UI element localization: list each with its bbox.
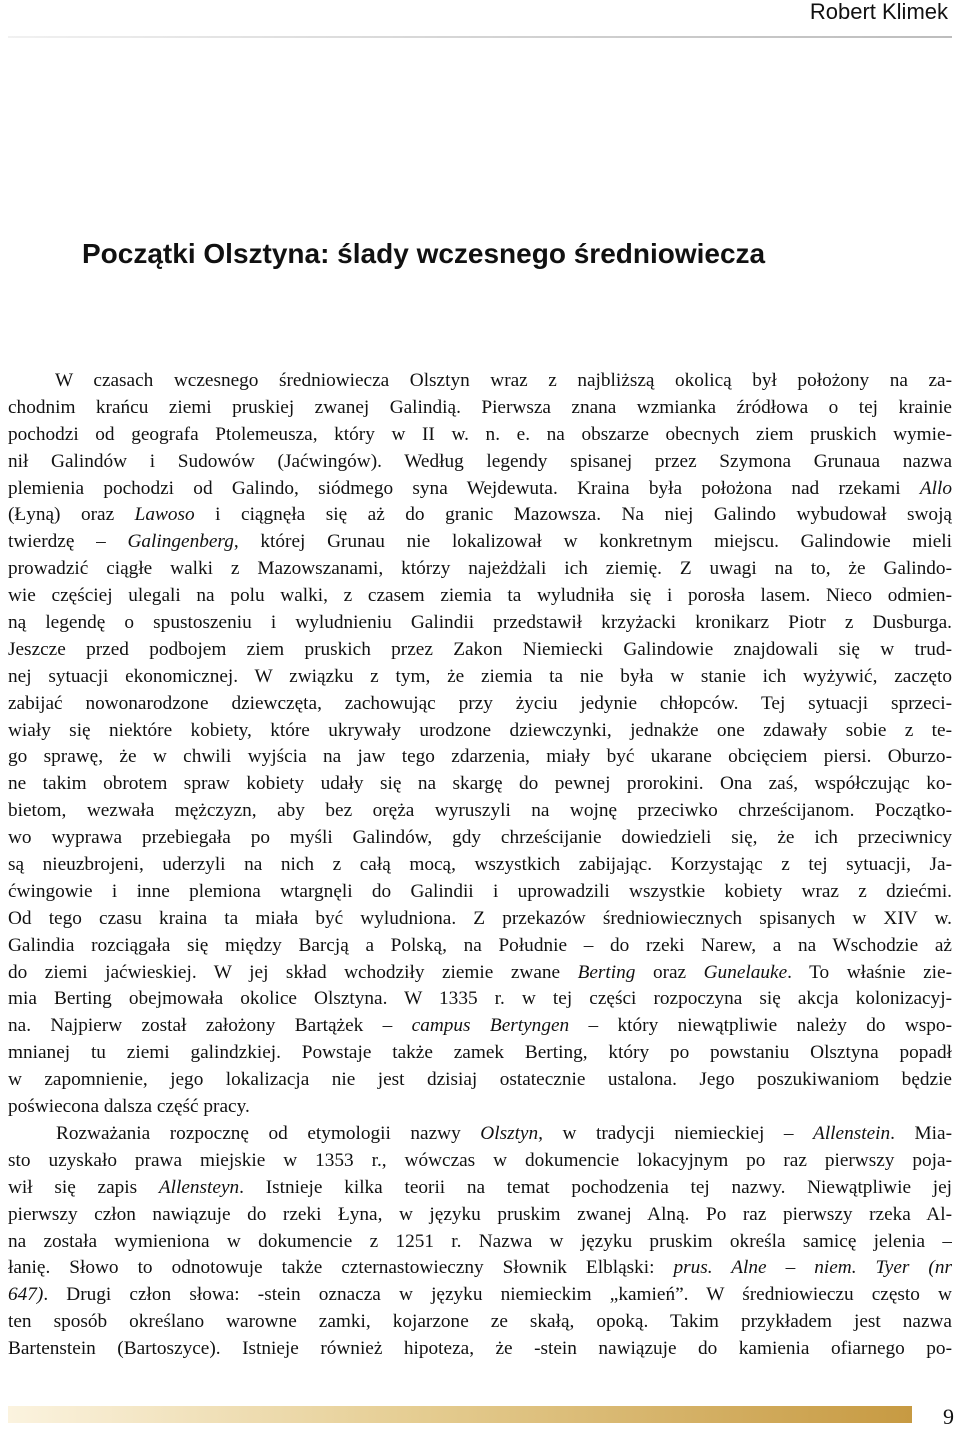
text-line: zabijać nowonarodzone dziewczęta, zachowując przy życiu jedynie chłopców. Tej sytuacji sprzeci-	[8, 692, 952, 714]
text-line: ną legendę o spustoszeniu i wyludnieniu Galindii przedstawił krzyżacki kronikarz Piotr z Dusburga.	[8, 612, 952, 634]
text-line: go sprawę, że w chwili wyjścia na jaw tego zdarzenia, miały być ukarane obcięciem piersi. Oburzo-	[8, 746, 952, 768]
text-line: bietom, wezwała mężczyzn, aby bez oręża wyruszyli na wojnę przeciwko chrześcijanom. Początko-	[8, 800, 952, 822]
text-line: Bartenstein (Bartoszyce). Istnieje również hipoteza, że -stein nawiązuje do kamienia ofiarnego po-	[8, 1338, 952, 1360]
text-line: twierdzę – Galingenberg, której Grunau nie lokalizował w konkretnym miejscu. Galindowie mieli	[8, 531, 952, 553]
footer-gradient-bar	[8, 1406, 912, 1423]
text-line: Rozważania rozpocznę od etymologii nazwy Olsztyn, w tradycji niemieckiej – Allenstein. Mia-	[56, 1122, 952, 1144]
text-line: nej sytuacji ekonomicznej. W związku z tym, że ziemia ta nie była w stanie ich wyżywić, zaczęto	[8, 665, 952, 687]
text-line: wie częściej ulegali na polu walki, z czasem ziemia ta wyludniła się i porosła lasem. Nieco odmien-	[8, 585, 952, 607]
text-line: Od tego czasu kraina ta miała być wyludniona. Z przekazów średniowiecznych spisanych w XIV w.	[8, 907, 952, 929]
text-line: wo wyprawa przebiegała po myśli Galindów, gdy chrześcijanie dowiedzieli się, że ich przeciwnicy	[8, 827, 952, 849]
text-line: pierwszy człon nawiązuje do rzeki Łyna, w języku pruskim zwanej Alną. Po raz pierwszy rzeka Al-	[8, 1203, 952, 1225]
text-line: ne takim obrotem spraw kobiety udały się na skargę do pewnej prorokini. Ona zaś, współczując ko-	[8, 773, 952, 795]
text-line: Galindia rozciągała się między Barcją a Polską, na Południe – do rzeki Narew, a na Wschodzie aż	[8, 934, 952, 956]
text-line: prowadzić ciągłe walki z Mazowszanami, którzy najeżdżali ich ziemię. Z uwagi na to, że Galindo-	[8, 558, 952, 580]
text-line: poświecona dalsza część pracy.	[8, 1096, 250, 1118]
text-line: do ziemi jaćwieskiej. W jej skład wchodziły ziemie zwane Berting oraz Gunelauke. To właśnie zie-	[8, 961, 952, 983]
text-line: pochodzi od geografa Ptolemeusza, który w II w. n. e. na obszarze obecnych ziem pruskich wymie-	[8, 423, 952, 445]
header-rule	[8, 36, 952, 38]
text-line: w zapomnienie, jego lokalizacja nie jest dzisiaj ostatecznie ustalona. Jego poszukiwaniom będzie	[8, 1069, 952, 1091]
text-line: wiały się niektóre kobiety, które ukrywały urodzone dziewczynki, jednakże one zdawały sobie z te-	[8, 719, 952, 741]
text-line: mia Berting obejmowała okolice Olsztyna. W 1335 r. w tej części rozpoczyna się akcja kolonizacyj-	[8, 988, 952, 1010]
text-line: sto uzyskało prawa miejskie w 1353 r., wówczas w dokumencie lokacyjnym po raz pierwszy poja-	[8, 1149, 952, 1171]
text-line: łanię. Słowo to odnotowuje także czternastowieczny Słownik Elbląski: prus. Alne – niem. Tyer (nr	[8, 1257, 952, 1279]
text-line: wił się zapis Allensteyn. Istnieje kilka teorii na temat pochodzenia tej nazwy. Niewątpliwie jej	[8, 1176, 952, 1198]
text-line: 647). Drugi człon słowa: -stein oznacza w języku niemieckim „kamień”. W średniowieczu często w	[8, 1284, 952, 1306]
text-line: Jeszcze przed podbojem ziem pruskich przez Zakon Niemiecki Galindowie znajdowali się w trud-	[8, 638, 952, 660]
text-line: na została wymieniona w dokumencie z 1251 r. Nazwa w języku pruskim określa samicę jelenia –	[8, 1230, 952, 1252]
page-number: 9	[943, 1404, 954, 1429]
text-line: są nieuzbrojeni, uderzyli na nich z całą mocą, wszystkich zabijając. Korzystając z tej sytuacji, Ja-	[8, 854, 952, 876]
text-line: chodnim krańcu ziemi pruskiej zwanej Galindią. Pierwsza znana wzmianka źródłowa o tej krainie	[8, 396, 952, 418]
text-line: (Łyną) oraz Lawoso i ciągnęła się aż do granic Mazowsza. Na niej Galindo wybudował swoją	[8, 504, 952, 526]
text-line: mnianej tu ziemi galindzkiej. Powstaje także zamek Berting, który po powstaniu Olsztyna popadł	[8, 1042, 952, 1064]
text-line: nił Galindów i Sudowów (Jaćwingów). Według legendy spisanej przez Szymona Grunaua nazwa	[8, 450, 952, 472]
text-line: ten sposób określano warowne zamki, kojarzone ze skałą, opoką. Takim przykładem jest nazwa	[8, 1311, 952, 1333]
body-text	[8, 368, 952, 1363]
text-line: ćwingowie i inne plemiona wtargnęli do Galindii i uprowadzili wszystkie kobiety wraz z dziećmi.	[8, 880, 952, 902]
text-line: W czasach wczesnego średniowiecza Olsztyn wraz z najbliższą okolicą był położony na za-	[55, 370, 952, 391]
text-line: plemienia pochodzi od Galindo, siódmego syna Wejdewuta. Kraina była położona nad rzekami Allo	[8, 477, 952, 499]
running-head-author: Robert Klimek	[809, 0, 948, 24]
text-line: na. Najpierw został założony Bartążek – campus Bertyngen – który niewątpliwie należy do wspo-	[8, 1015, 952, 1037]
chapter-title: Początki Olsztyna: ślady wczesnego średniowiecza	[82, 238, 766, 269]
